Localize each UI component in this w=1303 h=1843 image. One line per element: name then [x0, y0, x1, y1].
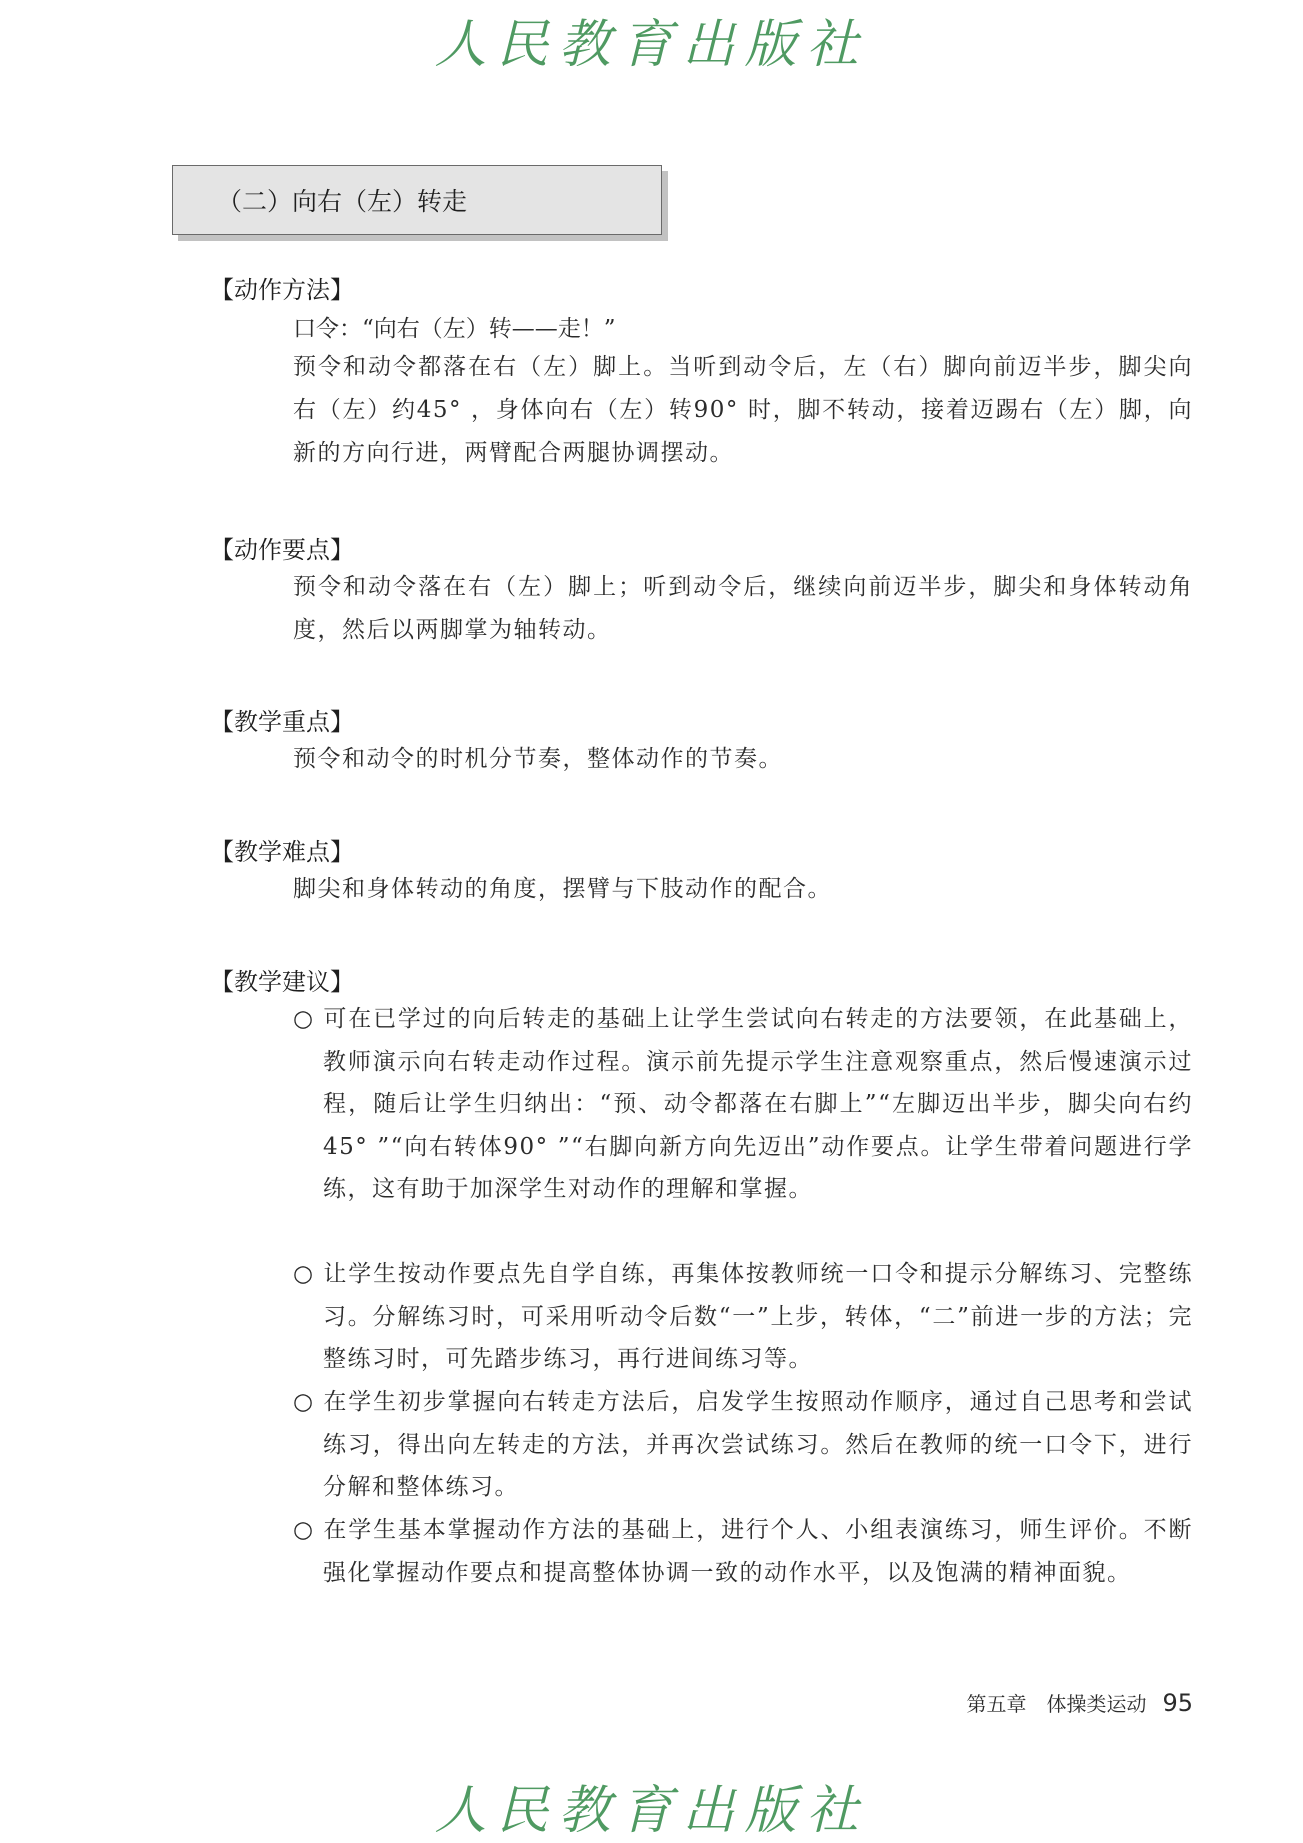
method-command: 口令：“向右（左）转——走！” — [293, 316, 616, 342]
suggestions-heading: 【教学建议】 — [210, 968, 354, 996]
suggestion-item — [293, 1381, 1193, 1509]
publisher-watermark-bottom: 人民教育出版社 — [434, 1781, 869, 1841]
key-points-text: 预令和动令落在右（左）脚上；听到动令后，继续向前迈半步，脚尖和身体转动角度，然后以两脚掌为轴转动。 — [293, 574, 1193, 643]
teaching-focus-text: 预令和动令的时机分节奏，整体动作的节奏。 — [293, 746, 783, 772]
suggestion-text: 可在已学过的向后转走的基础上让学生尝试向右转走的方法要领，在此基础上，教师演示向右转走动作过程。演示前先提示学生注意观察重点，然后慢速演示过程，随后让学生归纳出：“预、动令都落在右脚上”“左脚迈出半步，脚尖向右约45° ”“向右转体90° ”“右脚向新方向先迈出”动作要点。让学生带着问题进行学练，这有助于加深学生对动作的理解和掌握。 — [323, 1006, 1193, 1202]
page-number: 95 — [1162, 1689, 1193, 1717]
method-text: 预令和动令都落在右（左）脚上。当听到动令后，左（右）脚向前迈半步，脚尖向右（左）约45° ，身体向右（左）转90° 时，脚不转动，接着迈踢右（左）脚，向新的方向行进，两臂配合两腿协调摆动。 — [293, 354, 1193, 466]
circle-bullet-icon: ○ — [293, 1261, 315, 1287]
teaching-difficulty-text: 脚尖和身体转动的角度，摆臂与下肢动作的配合。 — [293, 876, 832, 902]
suggestion-text: 让学生按动作要点先自学自练，再集体按教师统一口令和提示分解练习、完整练习。分解练习时，可采用听动令后数“一”上步，转体，“二”前进一步的方法；完整练习时，可先踏步练习，再行进间练习等。 — [323, 1261, 1193, 1372]
circle-bullet-icon: ○ — [293, 1389, 315, 1415]
suggestion-text: 在学生基本掌握动作方法的基础上，进行个人、小组表演练习，师生评价。不断强化掌握动作要点和提高整体协调一致的动作水平，以及饱满的精神面貌。 — [323, 1517, 1193, 1586]
circle-bullet-icon: ○ — [293, 1517, 315, 1543]
section-title-box — [172, 165, 662, 235]
suggestion-item — [293, 1509, 1193, 1594]
key-points-heading: 【动作要点】 — [210, 536, 354, 564]
teaching-difficulty-heading: 【教学难点】 — [210, 838, 354, 866]
suggestion-text: 在学生初步掌握向右转走方法后，启发学生按照动作顺序，通过自己思考和尝试练习，得出向左转走的方法，并再次尝试练习。然后在教师的统一口令下，进行分解和整体练习。 — [323, 1389, 1193, 1500]
circle-bullet-icon: ○ — [293, 1006, 315, 1032]
method-heading: 【动作方法】 — [210, 276, 354, 304]
suggestion-item — [293, 1253, 1193, 1381]
section-title: （二）向右（左）转走 — [217, 187, 468, 216]
publisher-watermark-top: 人民教育出版社 — [434, 15, 869, 75]
page-footer — [966, 1688, 1193, 1717]
chapter-title: 第五章 体操类运动 — [966, 1692, 1147, 1716]
teaching-focus-heading: 【教学重点】 — [210, 708, 354, 736]
suggestion-item — [293, 998, 1193, 1211]
